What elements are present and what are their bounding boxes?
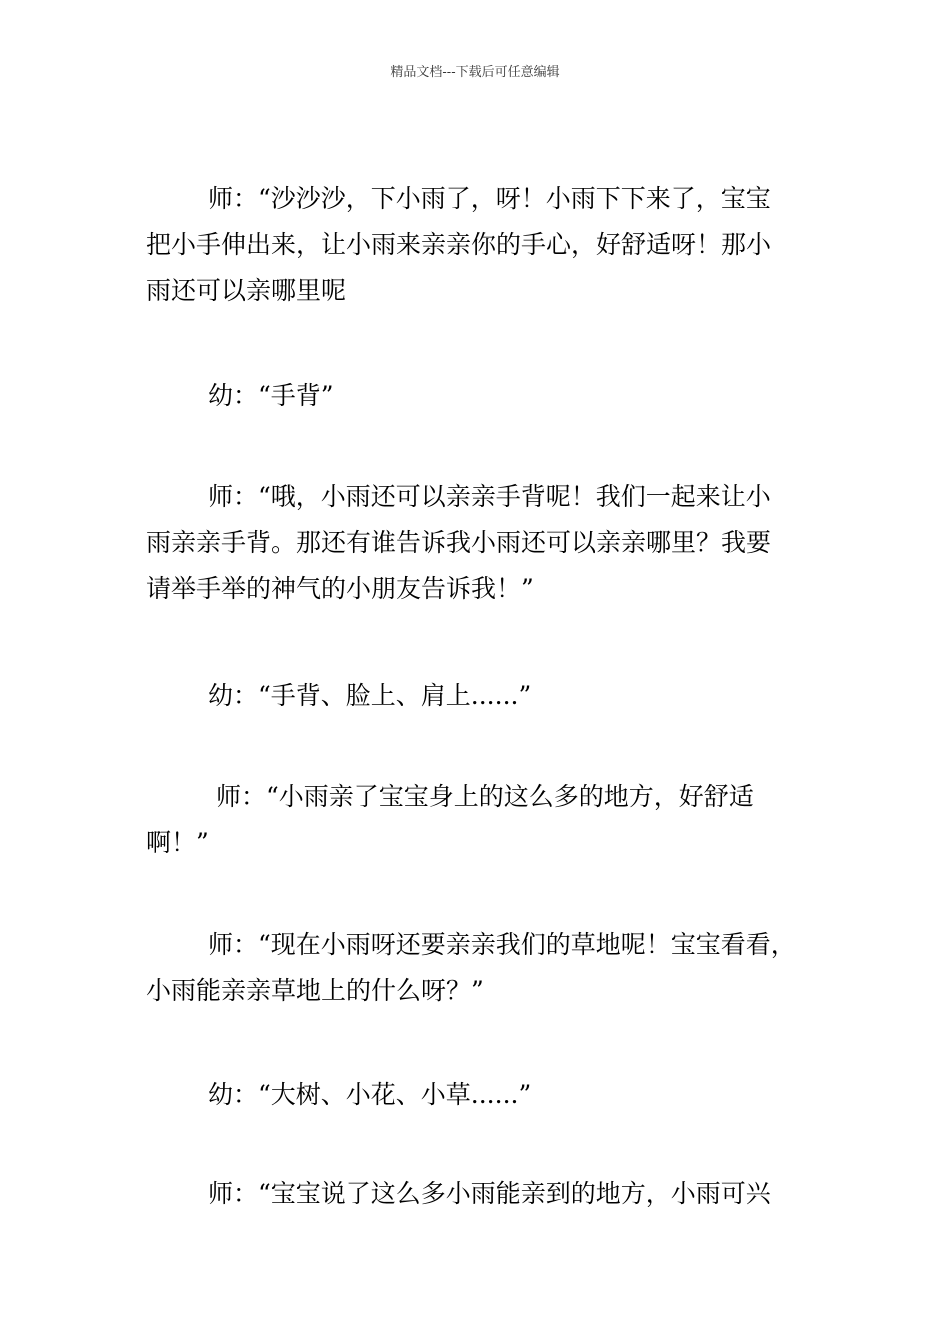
paragraph-1 <box>146 176 806 314</box>
paragraph-line: 小雨能亲亲草地上的什么呀？” <box>146 976 484 1005</box>
paragraph-line: 幼：“手背、脸上、肩上......” <box>208 681 532 710</box>
paragraph-3 <box>146 474 806 612</box>
paragraph-line: 师：“小雨亲了宝宝身上的这么多的地方，好舒适 <box>216 782 754 811</box>
paragraph-line: 幼：“手背” <box>208 381 334 410</box>
paragraph-line: 把小手伸出来，让小雨来亲亲你的手心，好舒适呀！那小 <box>146 230 772 259</box>
paragraph-line: 啊！” <box>146 828 209 857</box>
paragraph-2 <box>146 373 806 419</box>
paragraph-line: 师：“沙沙沙，下小雨了，呀！小雨下下来了，宝宝 <box>208 184 771 213</box>
paragraph-7 <box>146 1072 806 1118</box>
paragraph-6 <box>146 922 806 1014</box>
paragraph-line: 幼：“大树、小花、小草......” <box>208 1080 532 1109</box>
paragraph-4 <box>146 673 806 719</box>
paragraph-5 <box>146 774 806 866</box>
paragraph-8 <box>146 1171 806 1217</box>
paragraph-line: 师：“现在小雨呀还要亲亲我们的草地呢！宝宝看看， <box>208 930 796 959</box>
paragraph-line: 雨还可以亲哪里呢 <box>146 276 347 305</box>
paragraph-line: 师：“哦，小雨还可以亲亲手背呢！我们一起来让小 <box>208 482 771 511</box>
paragraph-line: 雨亲亲手背。那还有谁告诉我小雨还可以亲亲哪里？我要 <box>146 528 772 557</box>
paragraph-line: 请举手举的神气的小朋友告诉我！” <box>146 574 534 603</box>
page-header: 精品文档---下载后可任意编辑 <box>390 65 560 80</box>
paragraph-line: 师：“宝宝说了这么多小雨能亲到的地方，小雨可兴 <box>208 1179 771 1208</box>
